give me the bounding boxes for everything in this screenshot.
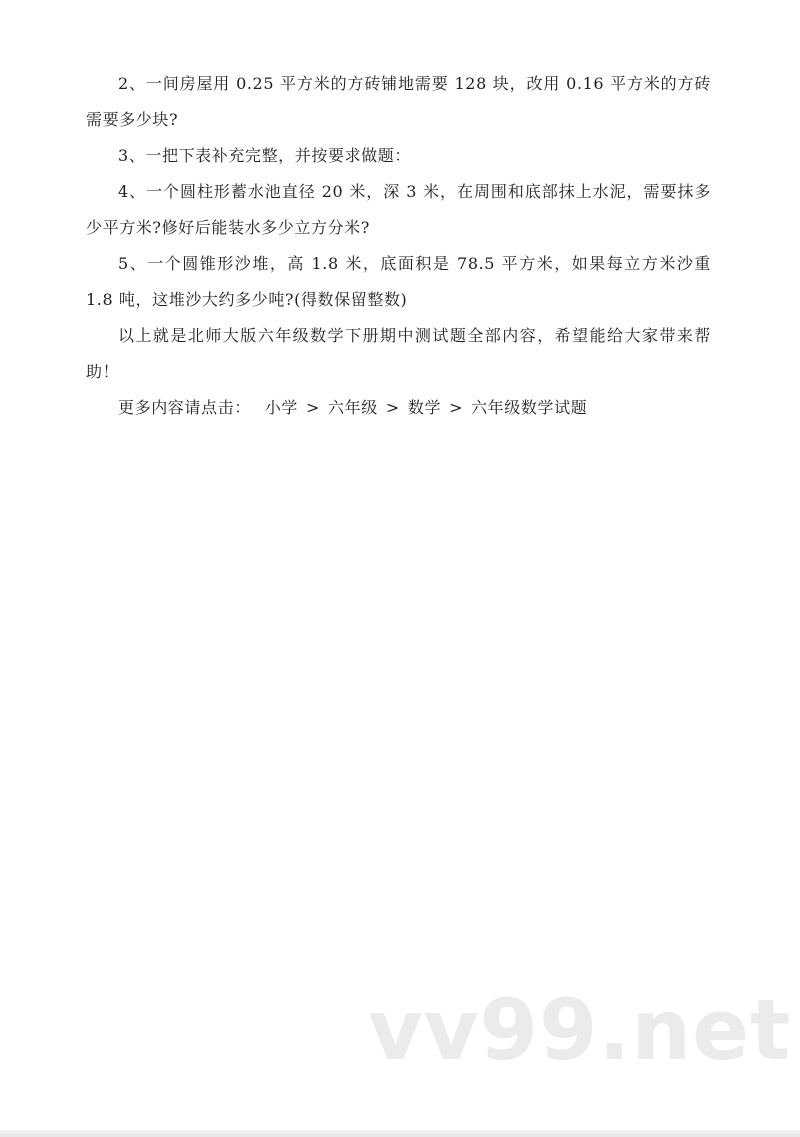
breadcrumb-separator: > (306, 398, 321, 417)
page-bottom-edge (0, 1130, 800, 1137)
breadcrumb-separator: > (385, 398, 400, 417)
question-3: 3、一把下表补充完整，并按要求做题： (118, 146, 411, 165)
question-4: 4、一个圆柱形蓄水池直径 20 米，深 3 米，在周围和底部抹上水泥，需要抹多少平方米?修好后能装水多少立方分米? (86, 182, 711, 237)
more-content-breadcrumb (86, 390, 711, 426)
link-grade-six[interactable]: 六年级 (328, 398, 378, 417)
closing-paragraph: 以上就是北师大版六年级数学下册期中测试题全部内容，希望能给大家带来帮助！ (86, 326, 711, 381)
question-5: 5、一个圆锥形沙堆，高 1.8 米，底面积是 78.5 平方米，如果每立方米沙重 1.8 吨，这堆沙大约多少吨?(得数保留整数) (86, 254, 711, 309)
watermark-logo: vv99.net (368, 981, 792, 1079)
link-math[interactable]: 数学 (407, 398, 442, 417)
more-content-prefix: 更多内容请点击： (118, 398, 251, 417)
document-body (86, 66, 711, 426)
link-grade-six-math-tests[interactable]: 六年级数学试题 (471, 398, 588, 417)
breadcrumb-separator: > (449, 398, 464, 417)
link-primary-school[interactable]: 小学 (264, 398, 299, 417)
question-2: 2、一间房屋用 0.25 平方米的方砖铺地需要 128 块，改用 0.16 平方米的方砖需要多少块? (86, 74, 711, 129)
